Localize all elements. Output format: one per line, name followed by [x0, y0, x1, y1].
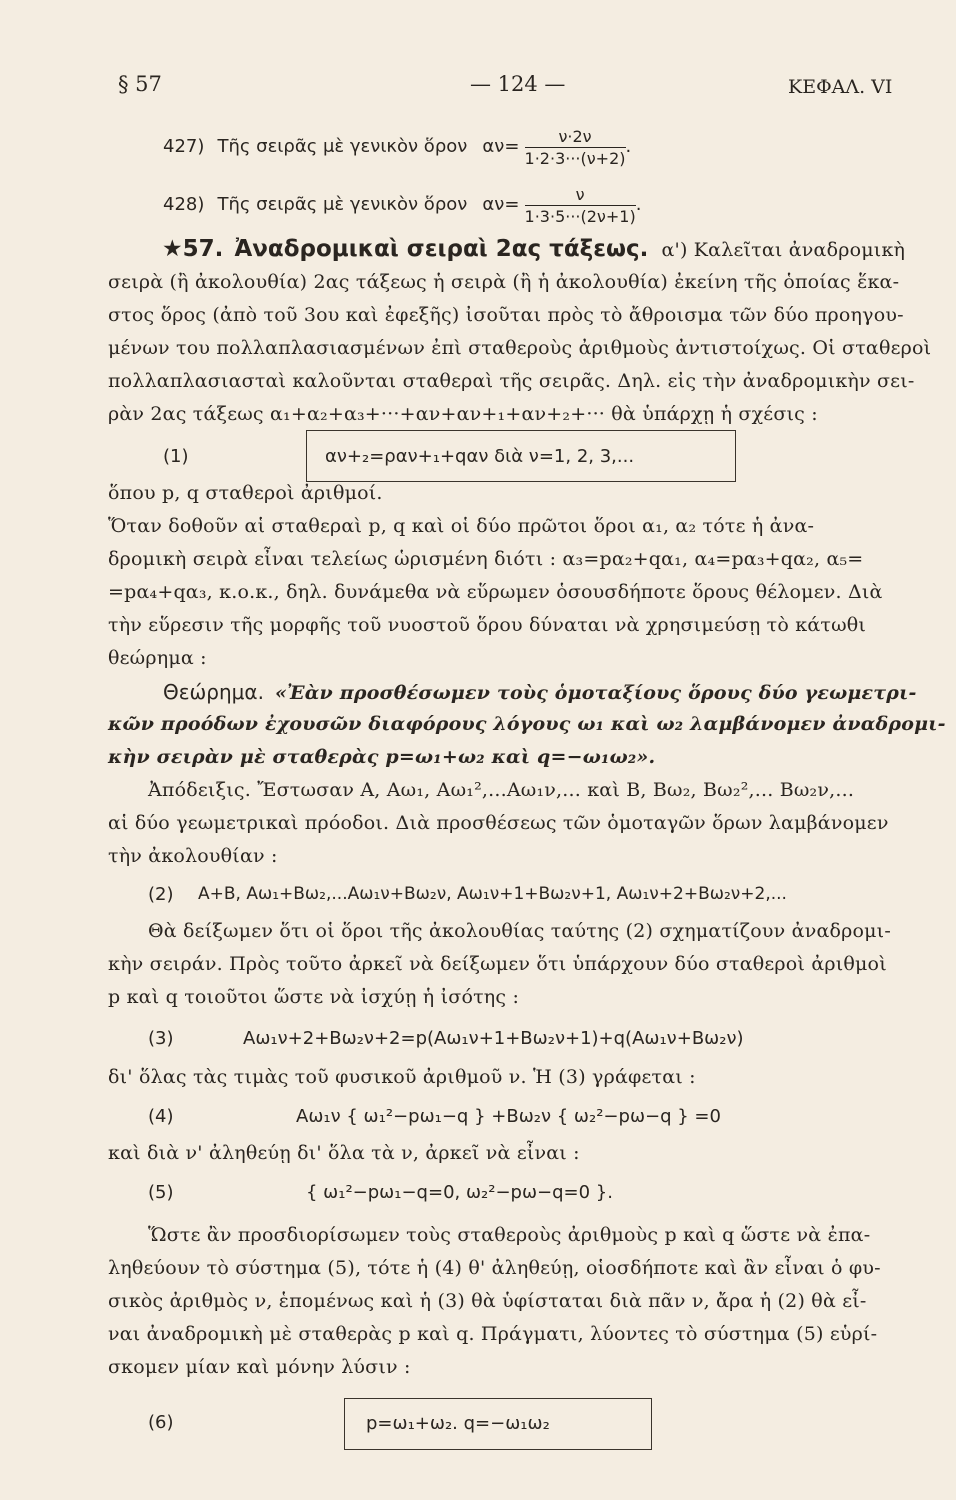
fraction-denominator: 1·2·3···(ν+2) [524, 149, 626, 168]
equation-5-label: (5) [148, 1182, 174, 1203]
paragraph-line: σκομεν μίαν καὶ μόνην λύσιν : [108, 1356, 411, 1378]
paragraph-line: σικὸς ἀριθμὸς ν, ἑπομένως καὶ ἡ (3) θὰ ὑφίσταται διὰ πᾶν ν, ἄρα ἡ (2) θὰ εἶ- [108, 1290, 867, 1312]
theorem-label: Θεώρημα. [163, 680, 264, 704]
paragraph-line: p καὶ q τοιοῦτοι ὥστε νὰ ἰσχύῃ ἡ ἰσότης : [108, 986, 520, 1008]
paragraph-line: δι' ὅλας τὰς τιμὰς τοῦ φυσικοῦ ἀριθμοῦ ν. Ἡ (3) γράφεται : [108, 1066, 696, 1088]
paragraph-line: τὴν εὕρεσιν τῆς μορφῆς τοῦ νυοστοῦ ὅρου δύναται νὰ χρησιμεύσῃ τὸ κάτωθι [108, 614, 867, 636]
exercise-end: . [635, 194, 642, 215]
equation-2: A+B, Aω₁+Bω₂,...Aω₁ν+Bω₂ν, Aω₁ν+1+Bω₂ν+1, Aω₁ν+2+Bω₂ν+2,... [198, 884, 787, 904]
equation-1: αν+₂=ραν+₁+qαν διὰ ν=1, 2, 3,... [325, 446, 635, 467]
equation-3-label: (3) [148, 1028, 174, 1049]
exercise-427 [163, 127, 631, 168]
theorem-text: κὴν σειρὰν μὲ σταθερὰς p=ω₁+ω₂ καὶ q=−ω₁ω₂». [108, 746, 656, 768]
exercise-428 [163, 185, 641, 226]
equation-6: p=ω₁+ω₂. q=−ω₁ω₂ [366, 1413, 550, 1434]
theorem-line [163, 680, 917, 704]
equation-4: Aω₁ν { ω₁²−pω₁−q } +Bω₂ν { ω₂²−pω−q } =0 [296, 1106, 721, 1127]
paragraph-line: καὶ διὰ ν' ἀληθεύῃ δι' ὅλα τὰ ν, ἀρκεῖ νὰ εἶναι : [108, 1142, 580, 1164]
paragraph-line: μένων του πολλαπλασιασμένων ἐπὶ σταθεροὺς ἀριθμοὺς ἀντιστοίχως. Οἱ σταθεροὶ [108, 337, 932, 359]
exercise-text: Τῆς σειρᾶς μὲ γενικὸν ὅρον [217, 136, 468, 157]
equation-5: { ω₁²−pω₁−q=0, ω₂²−pω−q=0 }. [306, 1182, 613, 1203]
fraction [525, 127, 626, 168]
theorem-text: «Ἐὰν προσθέσωμεν τοὺς ὁμοταξίους ὅρους δύο γεωμετρι- [275, 682, 917, 704]
paragraph-line: ληθεύουν τὸ σύστημα (5), τότε ἡ (4) θ' ἀληθεύῃ, οἱοσδήποτε καὶ ἂν εἶναι ὁ φυ- [108, 1257, 881, 1279]
section-number: ★57. [162, 236, 224, 262]
proof-line: Ἀπόδειξις. Ἔστωσαν A, Aω₁, Aω₁²,...Aω₁ν,... καὶ B, Bω₂, Bω₂²,... Bω₂ν,... [148, 779, 855, 801]
paragraph-line: στος ὅρος (ἀπὸ τοῦ 3ου καὶ ἐφεξῆς) ἰσοῦται πρὸς τὸ ἄθροισμα τῶν δύο προηγου- [108, 304, 904, 326]
paragraph-line: ρὰν 2ας τάξεως α₁+α₂+α₃+···+αν+αν+₁+αν+₂+··· θὰ ὑπάρχῃ ἡ σχέσις : [108, 403, 818, 425]
equation-4-label: (4) [148, 1106, 174, 1127]
paragraph-line: πολλαπλασιασταὶ καλοῦνται σταθεραὶ τῆς σειρᾶς. Δηλ. εἰς τὴν ἀναδρομικὴν σει- [108, 370, 915, 392]
theorem-text: κῶν προόδων ἐχουσῶν διαφόρους λόγους ω₁ καὶ ω₂ λαμβάνομεν ἀναδρομι- [108, 713, 946, 735]
fraction-numerator: ν [525, 185, 636, 206]
exercise-text: Τῆς σειρᾶς μὲ γενικὸν ὅρον [217, 194, 468, 215]
equation-3: Aω₁ν+2+Bω₂ν+2=p(Aω₁ν+1+Bω₂ν+1)+q(Aω₁ν+Bω₂ν) [243, 1028, 744, 1049]
equation-6-label: (6) [148, 1412, 174, 1433]
paragraph-line: κὴν σειράν. Πρὸς τοῦτο ἀρκεῖ νὰ δείξωμεν ὅτι ὑπάρχουν δύο σταθεροὶ ἀριθμοὶ [108, 953, 887, 975]
chapter-label: ΚΕΦΑΛ. VI [788, 76, 893, 98]
fraction-denominator: 1·3·5···(2ν+1) [524, 207, 636, 226]
paragraph-line: δρομικὴ σειρὰ εἶναι τελείως ὡρισμένη διότι : α₃=pα₂+qα₁, α₄=pα₃+qα₂, α₅= [108, 548, 864, 570]
paragraph-line: ὅπου p, q σταθεροὶ ἀριθμοί. [108, 482, 383, 504]
fraction [525, 185, 636, 226]
paragraph-line: ναι ἀναδρομικὴ μὲ σταθερὰς p καὶ q. Πράγματι, λύοντες τὸ σύστημα (5) εὑρί- [108, 1323, 878, 1345]
proof-line: τὴν ἀκολουθίαν : [108, 845, 278, 867]
proof-line: αἱ δύο γεωμετρικαὶ πρόοδοι. Διὰ προσθέσεως τῶν ὁμοταγῶν ὅρων λαμβάνομεν [108, 812, 889, 834]
paragraph-line: θεώρημα : [108, 647, 207, 669]
section-marker: § 57 [118, 72, 162, 96]
paragraph-line: α') Καλεῖται ἀναδρομικὴ [661, 239, 906, 261]
exercise-label: 428) [163, 194, 205, 215]
page-number: — 124 — [470, 72, 566, 96]
paragraph-line: σειρὰ (ἢ ἀκολουθία) 2ας τάξεως ἡ σειρὰ (ἢ ἡ ἀκολουθία) ἐκείνη τῆς ὁποίας ἕκα- [108, 271, 900, 293]
equation-2-label: (2) [148, 884, 174, 905]
exercise-lhs: αν= [482, 194, 520, 215]
equation-1-label: (1) [163, 446, 189, 467]
section-heading [162, 236, 905, 262]
exercise-label: 427) [163, 136, 205, 157]
section-title: Ἀναδρομικαὶ σειραὶ 2ας τάξεως. [234, 236, 649, 262]
fraction-numerator: ν·2ν [525, 127, 626, 148]
paragraph-line: Ὥστε ἂν προσδιορίσωμεν τοὺς σταθεροὺς ἀριθμοὺς p καὶ q ὥστε νὰ ἐπα- [148, 1224, 871, 1246]
paragraph-line: =pα₄+qα₃, κ.ο.κ., δηλ. δυνάμεθα νὰ εὕρωμεν ὁσουσδήποτε ὅρους θέλομεν. Διὰ [108, 581, 883, 603]
exercise-end: . [625, 136, 632, 157]
paragraph-line: Θὰ δείξωμεν ὅτι οἱ ὅροι τῆς ἀκολουθίας ταύτης (2) σχηματίζουν ἀναδρομι- [148, 920, 891, 942]
paragraph-line: Ὅταν δοθοῦν αἱ σταθεραὶ p, q καὶ οἱ δύο πρῶτοι ὅροι α₁, α₂ τότε ἡ ἀνα- [108, 515, 815, 537]
exercise-lhs: αν= [482, 136, 520, 157]
